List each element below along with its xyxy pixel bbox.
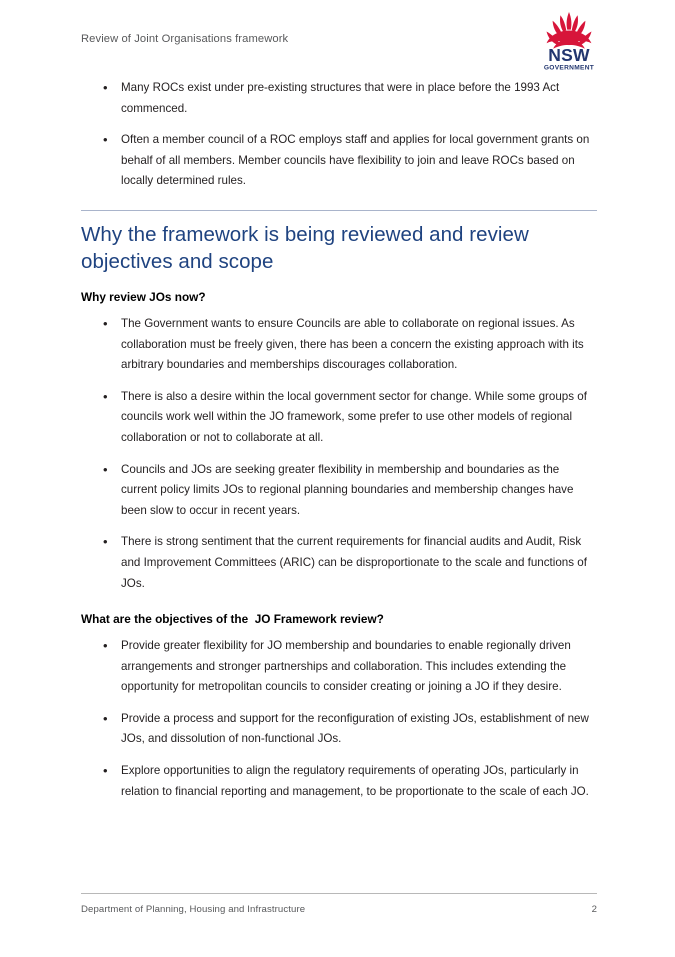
why-review-bullet-list	[81, 314, 597, 594]
list-item	[81, 709, 597, 750]
list-item-text: Many ROCs exist under pre-existing structures that were in place before the 1993 Act commenced.	[121, 81, 560, 115]
footer-page-number: 2	[591, 904, 597, 915]
page-title: Why the framework is being reviewed and review objectives and scope	[81, 222, 529, 273]
svg-text:NSW: NSW	[548, 45, 590, 65]
list-item-text: Provide a process and support for the reconfiguration of existing JOs, establishment of new JOs, and dissolution of non-functional JOs.	[121, 711, 589, 746]
list-item-text: Councils and JOs are seeking greater flexibility in membership and boundaries as the current policy limits JOs to regional planning boundaries and membership changes have been slow to occur in recent years.	[121, 462, 574, 517]
header-document-title: Review of Joint Organisations framework	[81, 33, 289, 45]
document-body	[81, 78, 597, 802]
nsw-wordmark	[544, 45, 594, 72]
list-item	[81, 314, 597, 376]
list-item	[81, 636, 597, 698]
top-bullet-list	[81, 78, 597, 192]
list-item-text: Often a member council of a ROC employs staff and applies for local government grants on behalf of all members. Member councils have flexibility to join and leave ROCs based on locally determined rules.	[121, 133, 590, 188]
bullet-icon: •	[103, 80, 108, 95]
list-item-text: Provide greater flexibility for JO membership and boundaries to enable regionally driven arrangements and stronger partnerships and collaboration. This includes extending the opportunity for metropolitan councils to consider creating or joining a JO if they desire.	[121, 639, 571, 694]
footer-divider	[81, 893, 597, 894]
bullet-icon: •	[103, 388, 108, 404]
svg-text:GOVERNMENT: GOVERNMENT	[543, 64, 595, 72]
bullet-icon: •	[103, 638, 108, 654]
list-item	[81, 532, 597, 594]
list-item	[81, 130, 597, 192]
nsw-government-logo	[534, 10, 604, 72]
footer-department-text: Department of Planning, Housing and Infrastructure	[81, 904, 306, 915]
list-item-text: The Government wants to ensure Councils are able to collaborate on regional issues. As collaboration must be freely given, there has been a concern the existing approach with its arbitrary boundaries and memberships discourages collaboration.	[121, 316, 584, 372]
subsection-heading-objectives: What are the objectives of the JO Framework review?	[81, 612, 384, 627]
list-item-text: There is also a desire within the local government sector for change. While some groups of councils work well within the JO framework, some prefer to use other models of regional collaboration or not to collaborate at all.	[121, 389, 587, 444]
bullet-icon: •	[103, 534, 108, 550]
bullet-icon: •	[103, 461, 108, 477]
list-item	[81, 761, 597, 802]
objectives-bullet-list	[81, 636, 597, 802]
bullet-icon: •	[103, 315, 108, 331]
list-item-text: Explore opportunities to align the regulatory requirements of operating JOs, particularly in relation to financial reporting and management, to be proportionate to the scale of each JO.	[121, 764, 589, 798]
page-header	[0, 0, 675, 78]
subsection-heading-why-review: Why review JOs now?	[81, 289, 206, 304]
section-divider	[81, 210, 597, 211]
bullet-icon: •	[103, 710, 108, 726]
bullet-icon: •	[103, 132, 108, 148]
list-item	[81, 460, 597, 522]
page-footer	[81, 893, 597, 915]
waratah-icon	[547, 12, 592, 49]
footer-row	[81, 904, 597, 915]
list-item-text: There is strong sentiment that the current requirements for financial audits and Audit, Risk and Improvement Committees (ARIC) can be disproportionate to the scale and functions of JOs.	[121, 535, 587, 590]
list-item	[81, 387, 597, 449]
list-item	[81, 78, 597, 119]
bullet-icon: •	[103, 763, 108, 779]
